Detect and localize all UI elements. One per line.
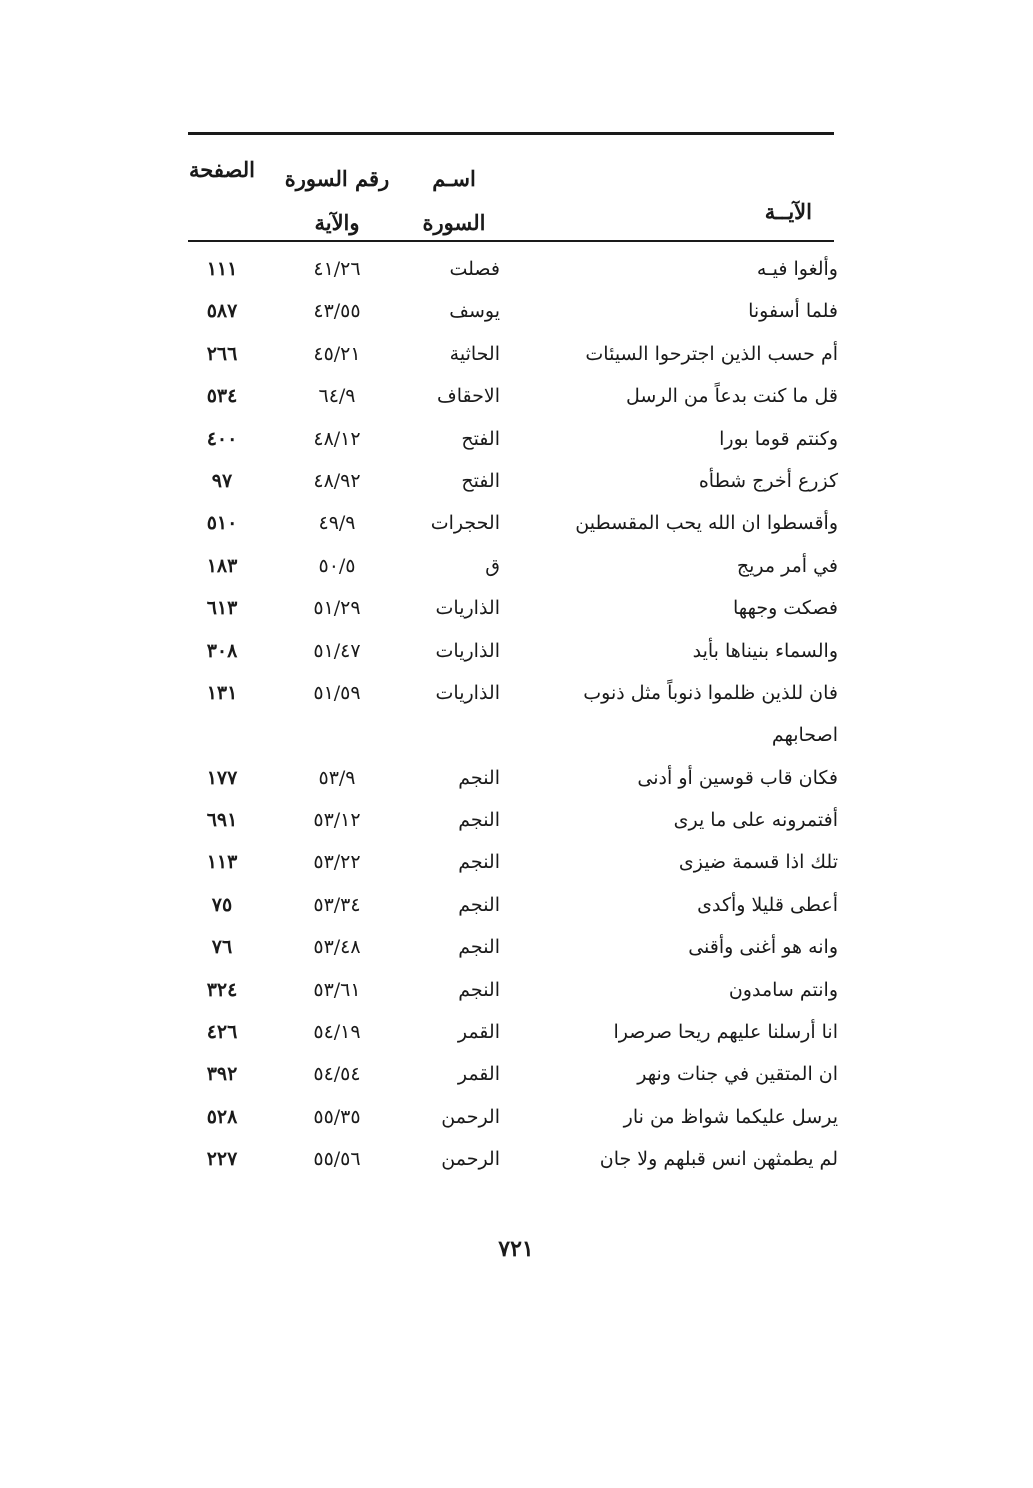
- page-cell: ٣٠٨: [206, 639, 238, 662]
- table-row: [0, 1015, 1033, 1057]
- surah-ayah-number-cell: ٥٣/٤٨: [313, 936, 361, 959]
- table-row: [0, 549, 1033, 591]
- table-row: [0, 761, 1033, 803]
- ayah-cell: فان للذين ظلموا ذنوباً مثل ذنوب: [583, 681, 838, 704]
- header-ayah-label: الآيــة: [764, 199, 812, 224]
- ayah-cell: ان المتقين في جنات ونهر: [637, 1063, 838, 1086]
- surah-ayah-number-cell: ٦٤/٩: [318, 385, 356, 408]
- surah-name-cell: الحجرات: [430, 512, 500, 535]
- page-cell: ٤٢٦: [206, 1021, 238, 1044]
- surah-name-cell: النجم: [458, 936, 500, 959]
- surah-ayah-number-cell: ٥١/٢٩: [313, 597, 361, 620]
- table-row: [0, 845, 1033, 887]
- page-number: ٧٢١: [498, 1236, 534, 1262]
- header-page: [186, 157, 258, 182]
- surah-name-cell: القمر: [457, 1063, 500, 1086]
- ayah-cell: في أمر مريج: [736, 554, 838, 577]
- page-cell: ٧٥: [211, 893, 233, 916]
- table-row: [0, 464, 1033, 506]
- header-ayah: [700, 199, 812, 224]
- header-page-label: الصفحة: [189, 157, 255, 182]
- page-cell: ٧٦: [211, 936, 233, 959]
- ayah-cell: والسماء بنيناها بأيد: [692, 639, 838, 662]
- header-surah-name-line2: السورة: [422, 210, 486, 235]
- surah-name-cell: الفتح: [461, 469, 500, 492]
- ayah-cell: تلك اذا قسمة ضيزى: [678, 851, 838, 874]
- surah-ayah-number-cell: ٥٤/١٩: [313, 1021, 361, 1044]
- surah-name-cell: الرحمن: [441, 1105, 500, 1128]
- header-surah-ayah-number: [282, 157, 392, 245]
- table-row: [0, 379, 1033, 421]
- ayah-cell: يرسل عليكما شواظ من نار: [623, 1105, 838, 1128]
- ayah-cell: وأقسطوا ان الله يحب المقسطين: [575, 512, 838, 535]
- surah-ayah-number-cell: ٤٥/٢١: [313, 342, 361, 365]
- table-row: [0, 803, 1033, 845]
- ayah-cell: وانه هو أغنى وأقنى: [688, 936, 838, 959]
- ayah-cell: انا أرسلنا عليهم ريحا صرصرا: [613, 1021, 838, 1044]
- surah-name-cell: الاحقاف: [437, 385, 500, 408]
- ayah-cell: أفتمرونه على ما يرى: [673, 809, 838, 832]
- table-top-rule: [188, 132, 834, 135]
- surah-ayah-number-cell: ٥٣/٣٤: [313, 893, 361, 916]
- page-cell: ٦١٣: [206, 597, 238, 620]
- surah-name-cell: فصلت: [449, 258, 500, 280]
- page-cell: ٣٢٤: [206, 978, 238, 1001]
- ayah-cell: وألغوا فيـه: [756, 258, 838, 280]
- ayah-cell: وكنتم قوما بورا: [719, 427, 838, 450]
- surah-ayah-number-cell: ٥٣/١٢: [313, 809, 361, 832]
- surah-name-cell: الذاريات: [435, 597, 500, 620]
- header-surah-ayah-line1: رقم السورة: [284, 166, 390, 191]
- page-cell: ٩٧: [211, 469, 233, 492]
- page-cell: ٥٣٤: [206, 385, 238, 408]
- ayah-cell: كزرع أخرج شطأه: [698, 469, 838, 492]
- header-surah-ayah-line2: والآية: [314, 210, 360, 235]
- table-row: [0, 506, 1033, 548]
- surah-ayah-number-cell: ٥٣/٩: [318, 766, 356, 789]
- surah-ayah-number-cell: ٤٩/٩: [318, 512, 356, 535]
- page-cell: ٥٨٧: [206, 300, 238, 323]
- ayah-cell: قل ما كنت بدعاً من الرسل: [626, 385, 838, 408]
- surah-name-cell: الحاثية: [449, 342, 500, 365]
- page-cell: ١١١: [206, 258, 238, 280]
- table-row: [0, 973, 1033, 1015]
- surah-name-cell: النجم: [458, 766, 500, 789]
- ayah-cell: فصكت وجهها: [733, 597, 838, 620]
- ayah-cell: فكان قاب قوسين أو أدنى: [637, 766, 838, 789]
- surah-name-cell: النجم: [458, 978, 500, 1001]
- table-header-rule: [188, 240, 834, 242]
- ayah-cell: اصحابهم: [771, 724, 838, 747]
- page-cell: ٢٢٧: [206, 1148, 238, 1171]
- surah-ayah-number-cell: ٤٣/٥٥: [313, 300, 361, 323]
- ayah-cell: فلما أسفونا: [748, 300, 838, 323]
- surah-name-cell: القمر: [457, 1021, 500, 1044]
- surah-name-cell: النجم: [458, 851, 500, 874]
- surah-ayah-number-cell: ٥١/٥٩: [313, 681, 361, 704]
- surah-ayah-number-cell: ٤١/٢٦: [313, 258, 361, 280]
- surah-ayah-number-cell: ٥٣/٢٢: [313, 851, 361, 874]
- surah-ayah-number-cell: ٤٨/٩٢: [313, 469, 361, 492]
- surah-name-cell: ق: [485, 554, 500, 577]
- page-cell: ١٣١: [206, 681, 238, 704]
- page-cell: ٣٩٢: [206, 1063, 238, 1086]
- table-row: [0, 1057, 1033, 1099]
- page-cell: ٦٩١: [206, 809, 238, 832]
- page-cell: ١١٣: [206, 851, 238, 874]
- table-row: [0, 337, 1033, 379]
- table-row: [0, 1142, 1033, 1184]
- surah-ayah-number-cell: ٥١/٤٧: [313, 639, 361, 662]
- surah-ayah-number-cell: ٥٥/٣٥: [313, 1105, 361, 1128]
- page-cell: ١٨٣: [206, 554, 238, 577]
- surah-name-cell: النجم: [458, 809, 500, 832]
- header-surah-name-line1: اسـم: [432, 166, 476, 191]
- table-row: [0, 1100, 1033, 1142]
- ayah-cell: وانتم سامدون: [728, 978, 838, 1001]
- table-row: [0, 930, 1033, 972]
- table-row: [0, 634, 1033, 676]
- header-surah-name: [410, 157, 498, 245]
- table-body: [0, 252, 1033, 1185]
- table-row: [0, 591, 1033, 633]
- table-row: [0, 252, 1033, 294]
- page-cell: ٥٢٨: [206, 1105, 238, 1128]
- surah-name-cell: النجم: [458, 893, 500, 916]
- page-cell: ٢٦٦: [206, 342, 238, 365]
- surah-ayah-number-cell: ٥٠/٥: [318, 554, 356, 577]
- surah-ayah-number-cell: ٥٥/٥٦: [313, 1148, 361, 1171]
- table-row: [0, 294, 1033, 336]
- table-row: [0, 676, 1033, 718]
- surah-name-cell: يوسف: [449, 300, 500, 323]
- table-row: [0, 422, 1033, 464]
- surah-name-cell: الذاريات: [435, 639, 500, 662]
- surah-name-cell: الرحمن: [441, 1148, 500, 1171]
- page-cell: ٥١٠: [206, 512, 238, 535]
- surah-name-cell: الفتح: [461, 427, 500, 450]
- ayah-cell: أم حسب الذين اجترحوا السيئات: [585, 342, 838, 365]
- surah-ayah-number-cell: ٥٣/٦١: [313, 978, 361, 1001]
- surah-ayah-number-cell: ٥٤/٥٤: [313, 1063, 361, 1086]
- page-cell: ٤٠٠: [206, 427, 238, 450]
- table-row: [0, 888, 1033, 930]
- ayah-cell: أعطى قليلا وأكدى: [697, 893, 838, 916]
- page-cell: ١٧٧: [206, 766, 238, 789]
- ayah-cell: لم يطمثهن انس قبلهم ولا جان: [599, 1148, 838, 1171]
- table-row: [0, 718, 1033, 760]
- surah-ayah-number-cell: ٤٨/١٢: [313, 427, 361, 450]
- surah-name-cell: الذاريات: [435, 681, 500, 704]
